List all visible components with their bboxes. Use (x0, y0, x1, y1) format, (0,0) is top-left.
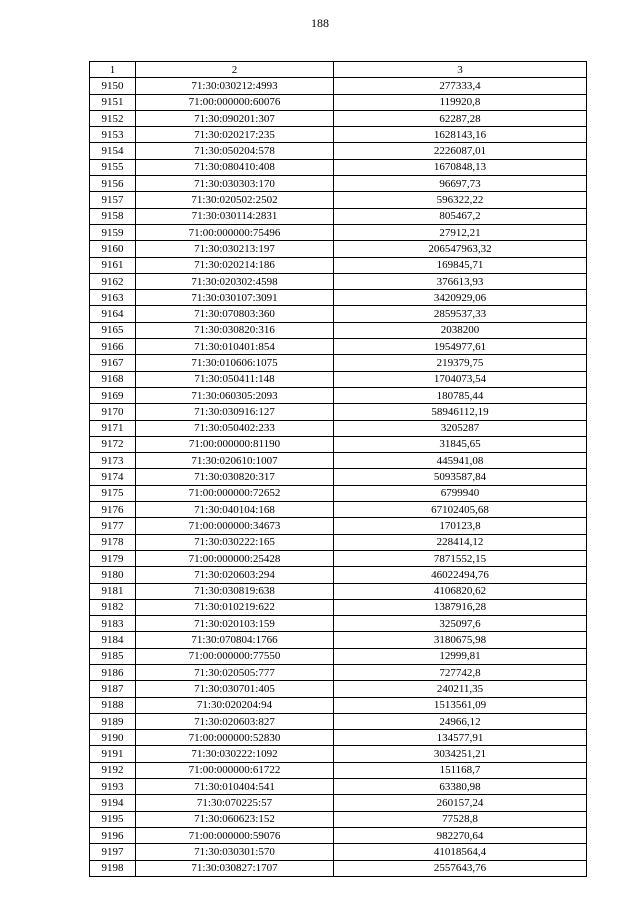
value-cell: 2859537,33 (334, 306, 587, 322)
table-row (90, 159, 587, 175)
cadastral-number-cell: 71:30:050204:578 (136, 143, 334, 159)
value-cell: 27912,21 (334, 224, 587, 240)
table-row (90, 779, 587, 795)
table-row (90, 241, 587, 257)
cadastral-number-cell: 71:30:030114:2831 (136, 208, 334, 224)
cadastral-number-cell: 71:30:070225:57 (136, 795, 334, 811)
value-cell: 1704073,54 (334, 371, 587, 387)
table-row (90, 844, 587, 860)
table-row (90, 713, 587, 729)
row-number-cell: 9193 (90, 779, 136, 795)
cadastral-number-cell: 71:30:020214:186 (136, 257, 334, 273)
table-row (90, 502, 587, 518)
row-number-cell: 9171 (90, 420, 136, 436)
table-row (90, 730, 587, 746)
table-row (90, 306, 587, 322)
value-cell: 240211,35 (334, 681, 587, 697)
row-number-cell: 9173 (90, 453, 136, 469)
row-number-cell: 9184 (90, 632, 136, 648)
table-row (90, 632, 587, 648)
row-number-cell: 9151 (90, 94, 136, 110)
table-row (90, 485, 587, 501)
cadastral-number-cell: 71:00:000000:25428 (136, 550, 334, 566)
cadastral-number-cell: 71:30:030820:316 (136, 322, 334, 338)
table-row (90, 339, 587, 355)
value-cell: 119920,8 (334, 94, 587, 110)
table-row (90, 681, 587, 697)
cadastral-number-cell: 71:00:000000:61722 (136, 762, 334, 778)
table-row (90, 224, 587, 240)
row-number-cell: 9167 (90, 355, 136, 371)
row-number-cell: 9153 (90, 127, 136, 143)
data-table (89, 61, 587, 877)
cadastral-number-cell: 71:30:010606:1075 (136, 355, 334, 371)
row-number-cell: 9196 (90, 827, 136, 843)
cadastral-number-cell: 71:30:030212:4993 (136, 78, 334, 94)
table-row (90, 550, 587, 566)
table-row (90, 94, 587, 110)
cadastral-number-cell: 71:00:000000:81190 (136, 436, 334, 452)
row-number-cell: 9197 (90, 844, 136, 860)
cadastral-number-cell: 71:30:020217:235 (136, 127, 334, 143)
cadastral-number-cell: 71:30:030213:197 (136, 241, 334, 257)
table-row (90, 273, 587, 289)
cadastral-number-cell: 71:00:000000:60076 (136, 94, 334, 110)
cadastral-number-cell: 71:30:010404:541 (136, 779, 334, 795)
value-cell: 96697,73 (334, 176, 587, 192)
cadastral-number-cell: 71:30:070804:1766 (136, 632, 334, 648)
table-row (90, 143, 587, 159)
row-number-cell: 9198 (90, 860, 136, 876)
table-row (90, 518, 587, 534)
row-number-cell: 9157 (90, 192, 136, 208)
value-cell: 3180675,98 (334, 632, 587, 648)
row-number-cell: 9180 (90, 567, 136, 583)
cadastral-number-cell: 71:30:070803:360 (136, 306, 334, 322)
value-cell: 67102405,68 (334, 502, 587, 518)
row-number-cell: 9159 (90, 224, 136, 240)
cadastral-number-cell: 71:30:020610:1007 (136, 453, 334, 469)
row-number-cell: 9175 (90, 485, 136, 501)
table-row (90, 599, 587, 615)
cadastral-number-cell: 71:30:040104:168 (136, 502, 334, 518)
table-row (90, 176, 587, 192)
value-cell: 46022494,76 (334, 567, 587, 583)
cadastral-number-cell: 71:30:080410:408 (136, 159, 334, 175)
cadastral-number-cell: 71:30:050402:233 (136, 420, 334, 436)
table-row (90, 355, 587, 371)
cadastral-number-cell: 71:30:030222:1092 (136, 746, 334, 762)
value-cell: 151168,7 (334, 762, 587, 778)
row-number-cell: 9178 (90, 534, 136, 550)
value-cell: 58946112,19 (334, 404, 587, 420)
value-cell: 134577,91 (334, 730, 587, 746)
cadastral-number-cell: 71:30:090201:307 (136, 110, 334, 126)
cadastral-number-cell: 71:30:030819:638 (136, 583, 334, 599)
column-header-2: 2 (136, 62, 334, 78)
table-row (90, 420, 587, 436)
table-row (90, 860, 587, 876)
cadastral-number-cell: 71:30:020204:94 (136, 697, 334, 713)
table-row (90, 795, 587, 811)
row-number-cell: 9182 (90, 599, 136, 615)
value-cell: 62287,28 (334, 110, 587, 126)
cadastral-number-cell: 71:30:030827:1707 (136, 860, 334, 876)
cadastral-number-cell: 71:30:030301:570 (136, 844, 334, 860)
table-row (90, 583, 587, 599)
value-cell: 12999,81 (334, 648, 587, 664)
row-number-cell: 9174 (90, 469, 136, 485)
row-number-cell: 9188 (90, 697, 136, 713)
row-number-cell: 9164 (90, 306, 136, 322)
table-body (90, 78, 587, 877)
value-cell: 325097,6 (334, 616, 587, 632)
row-number-cell: 9163 (90, 290, 136, 306)
value-cell: 1954977,61 (334, 339, 587, 355)
value-cell: 2038200 (334, 322, 587, 338)
value-cell: 3205287 (334, 420, 587, 436)
cadastral-number-cell: 71:30:020502:2502 (136, 192, 334, 208)
value-cell: 727742,8 (334, 664, 587, 680)
value-cell: 206547963,32 (334, 241, 587, 257)
value-cell: 180785,44 (334, 387, 587, 403)
cadastral-number-cell: 71:00:000000:34673 (136, 518, 334, 534)
value-cell: 445941,08 (334, 453, 587, 469)
table-row (90, 762, 587, 778)
cadastral-number-cell: 71:00:000000:72652 (136, 485, 334, 501)
value-cell: 4106820,62 (334, 583, 587, 599)
table-row (90, 371, 587, 387)
cadastral-number-cell: 71:30:020603:294 (136, 567, 334, 583)
row-number-cell: 9158 (90, 208, 136, 224)
value-cell: 31845,65 (334, 436, 587, 452)
table-row (90, 453, 587, 469)
table-row (90, 322, 587, 338)
value-cell: 1513561,09 (334, 697, 587, 713)
value-cell: 5093587,84 (334, 469, 587, 485)
table-row (90, 534, 587, 550)
cadastral-number-cell: 71:30:060623:152 (136, 811, 334, 827)
row-number-cell: 9172 (90, 436, 136, 452)
row-number-cell: 9168 (90, 371, 136, 387)
row-number-cell: 9181 (90, 583, 136, 599)
page-number: 188 (311, 16, 329, 30)
value-cell: 1387916,28 (334, 599, 587, 615)
value-cell: 6799940 (334, 485, 587, 501)
row-number-cell: 9154 (90, 143, 136, 159)
row-number-cell: 9152 (90, 110, 136, 126)
row-number-cell: 9162 (90, 273, 136, 289)
value-cell: 596322,22 (334, 192, 587, 208)
value-cell: 260157,24 (334, 795, 587, 811)
cadastral-number-cell: 71:30:030701:405 (136, 681, 334, 697)
table-row (90, 208, 587, 224)
row-number-cell: 9176 (90, 502, 136, 518)
value-cell: 41018564,4 (334, 844, 587, 860)
table-row (90, 811, 587, 827)
row-number-cell: 9170 (90, 404, 136, 420)
row-number-cell: 9186 (90, 664, 136, 680)
row-number-cell: 9189 (90, 713, 136, 729)
row-number-cell: 9183 (90, 616, 136, 632)
cadastral-number-cell: 71:30:060305:2093 (136, 387, 334, 403)
column-header-1: 1 (90, 62, 136, 78)
table-row (90, 827, 587, 843)
value-cell: 376613,93 (334, 273, 587, 289)
cadastral-number-cell: 71:00:000000:77550 (136, 648, 334, 664)
cadastral-number-cell: 71:30:010219:622 (136, 599, 334, 615)
table-row (90, 567, 587, 583)
row-number-cell: 9155 (90, 159, 136, 175)
table-row (90, 648, 587, 664)
table-row (90, 664, 587, 680)
table-row (90, 387, 587, 403)
row-number-cell: 9169 (90, 387, 136, 403)
row-number-cell: 9166 (90, 339, 136, 355)
value-cell: 3034251,21 (334, 746, 587, 762)
value-cell: 228414,12 (334, 534, 587, 550)
value-cell: 24966,12 (334, 713, 587, 729)
value-cell: 277333,4 (334, 78, 587, 94)
cadastral-number-cell: 71:00:000000:75496 (136, 224, 334, 240)
row-number-cell: 9192 (90, 762, 136, 778)
cadastral-number-cell: 71:30:030303:170 (136, 176, 334, 192)
value-cell: 982270,64 (334, 827, 587, 843)
column-header-3: 3 (334, 62, 587, 78)
value-cell: 7871552,15 (334, 550, 587, 566)
cadastral-number-cell: 71:30:030916:127 (136, 404, 334, 420)
row-number-cell: 9179 (90, 550, 136, 566)
value-cell: 63380,98 (334, 779, 587, 795)
value-cell: 2226087,01 (334, 143, 587, 159)
cadastral-number-cell: 71:30:010401:854 (136, 339, 334, 355)
row-number-cell: 9150 (90, 78, 136, 94)
row-number-cell: 9165 (90, 322, 136, 338)
value-cell: 1670848,13 (334, 159, 587, 175)
value-cell: 169845,71 (334, 257, 587, 273)
row-number-cell: 9185 (90, 648, 136, 664)
table-header-row (90, 62, 587, 78)
cadastral-number-cell: 71:30:030107:3091 (136, 290, 334, 306)
value-cell: 170123,8 (334, 518, 587, 534)
cadastral-number-cell: 71:30:020302:4598 (136, 273, 334, 289)
cadastral-number-cell: 71:30:030820:317 (136, 469, 334, 485)
table-row (90, 290, 587, 306)
cadastral-number-cell: 71:30:030222:165 (136, 534, 334, 550)
table-row (90, 404, 587, 420)
table-row (90, 192, 587, 208)
table-row (90, 436, 587, 452)
row-number-cell: 9161 (90, 257, 136, 273)
value-cell: 219379,75 (334, 355, 587, 371)
row-number-cell: 9177 (90, 518, 136, 534)
table-row (90, 110, 587, 126)
row-number-cell: 9160 (90, 241, 136, 257)
value-cell: 1628143,16 (334, 127, 587, 143)
table-row (90, 127, 587, 143)
row-number-cell: 9194 (90, 795, 136, 811)
table-row (90, 697, 587, 713)
value-cell: 805467,2 (334, 208, 587, 224)
table-row (90, 746, 587, 762)
table-row (90, 616, 587, 632)
value-cell: 3420929,06 (334, 290, 587, 306)
cadastral-number-cell: 71:30:020103:159 (136, 616, 334, 632)
row-number-cell: 9187 (90, 681, 136, 697)
cadastral-number-cell: 71:00:000000:59076 (136, 827, 334, 843)
cadastral-number-cell: 71:30:020603:827 (136, 713, 334, 729)
cadastral-number-cell: 71:00:000000:52830 (136, 730, 334, 746)
row-number-cell: 9156 (90, 176, 136, 192)
value-cell: 77528,8 (334, 811, 587, 827)
row-number-cell: 9190 (90, 730, 136, 746)
row-number-cell: 9195 (90, 811, 136, 827)
value-cell: 2557643,76 (334, 860, 587, 876)
row-number-cell: 9191 (90, 746, 136, 762)
cadastral-number-cell: 71:30:020505:777 (136, 664, 334, 680)
table-row (90, 78, 587, 94)
cadastral-number-cell: 71:30:050411:148 (136, 371, 334, 387)
table-row (90, 257, 587, 273)
table-row (90, 469, 587, 485)
